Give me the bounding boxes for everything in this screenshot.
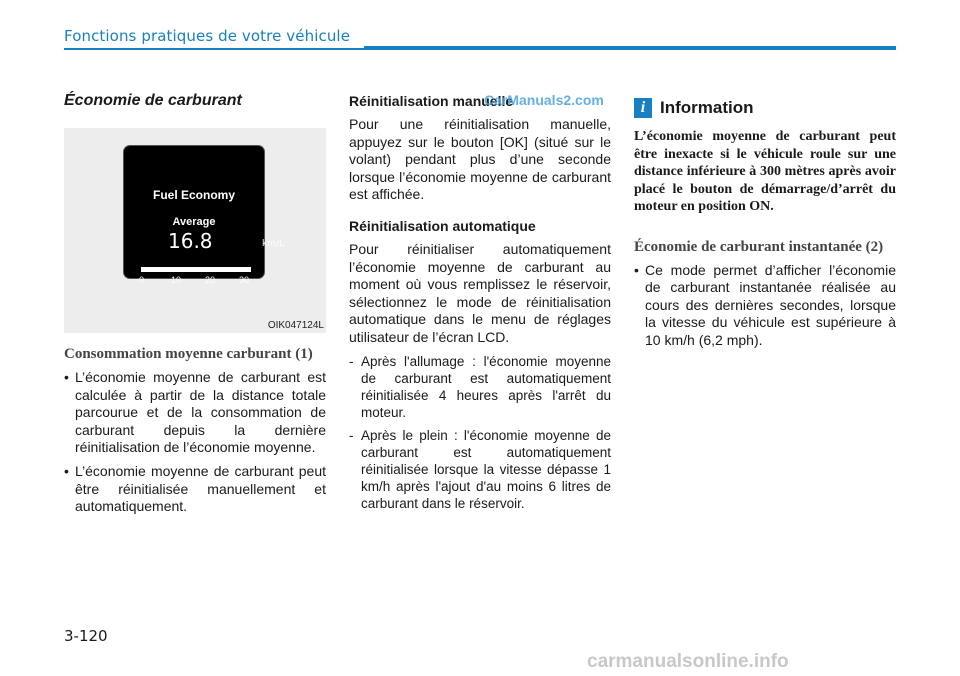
bullet-list xyxy=(64,369,326,516)
lcd-screen xyxy=(124,146,285,285)
info-box-header xyxy=(634,98,896,118)
list-item: • L’économie moyenne de carburant peut être réinitialisée manuellement et automatiquement. xyxy=(64,463,326,516)
screen-value: 16.8 xyxy=(168,229,213,253)
scale-tick: 20 xyxy=(205,275,216,285)
scale-tick: 30 xyxy=(239,275,250,285)
screen-unit: km/L xyxy=(262,239,285,249)
section-title: Fonctions pratiques de votre véhicule xyxy=(64,27,351,45)
subheading-average: Consommation moyenne carburant (1) xyxy=(64,346,313,362)
fuel-scale-ticks xyxy=(141,275,261,287)
screen-title: Fuel Economy xyxy=(152,188,235,202)
fuel-scale-bar xyxy=(141,267,251,272)
cluster-figure xyxy=(64,128,326,333)
scale-tick: 10 xyxy=(171,275,182,285)
column-right xyxy=(634,98,896,349)
dash-list xyxy=(349,353,611,512)
footer-watermark: carmanualsonline.info xyxy=(587,651,789,672)
info-text: L’économie moyenne de carburant peut être inexacte si le véhicule roule sur une distance inférieure à 300 mètres après avoir placé le bouton de démarrage/d’arrêt du moteur en position ON. xyxy=(634,129,896,214)
list-item: - Après le plein : l'économie moyenne de carburant est automatiquement réinitialisée lorsque la vitesse dépasse 1 km/h après l'ajout d'au moins 6 litres de carburant dans le réservoir. xyxy=(349,427,611,512)
heading-auto-reset: Réinitialisation automatique xyxy=(349,217,536,234)
page-number: 3-120 xyxy=(64,627,108,645)
list-item: • L’économie moyenne de carburant est calculée à partir de la distance totale parcourue et de la consommation de carburant depuis la dernière réinitialisation de l’économie moyenne. xyxy=(64,369,326,457)
figure-code: OIK047124L xyxy=(267,320,324,331)
section-heading: Économie de carburant xyxy=(64,92,242,109)
paragraph-auto-reset: Pour réinitialiser automatiquement l’économie moyenne de carburant au moment où vous remplissez le réservoir, sélectionnez le mode de réinitialisation automatique dans le menu de réglages utilisateur de l’écran LCD. xyxy=(349,240,611,345)
header-rule-thick xyxy=(364,46,896,50)
list-item: - Après l'allumage : l'économie moyenne de carburant est automatiquement réinitialisée 4 heures après l'arrêt du moteur. xyxy=(349,353,611,421)
column-middle xyxy=(349,92,611,512)
list-item: • Ce mode permet d’afficher l’économie de carburant instantanée réalisée au cours des dernières secondes, lorsque la vitesse du véhicule est supérieure à 10 km/h (6,2 mph). xyxy=(634,262,896,350)
subheading-instant: Économie de carburant instantanée (2) xyxy=(634,238,884,255)
info-title: Information xyxy=(660,98,754,117)
site-watermark: CarManuals2.com xyxy=(484,92,604,108)
screen-label: Average xyxy=(172,216,216,228)
scale-tick: 0 xyxy=(139,275,145,285)
heading-manual-reset: Réinitialisation manuelle xyxy=(349,93,514,109)
info-icon: i xyxy=(634,98,652,118)
bullet-list xyxy=(634,262,896,350)
paragraph-manual-reset: Pour une réinitialisation manuelle, appuyez sur le bouton [OK] (situé sur le volant) pendant plus d’une seconde lorsque l’économie moyenne de carburant est affichée. xyxy=(349,116,611,203)
header-rule-thin xyxy=(64,48,364,50)
column-left xyxy=(64,92,326,516)
